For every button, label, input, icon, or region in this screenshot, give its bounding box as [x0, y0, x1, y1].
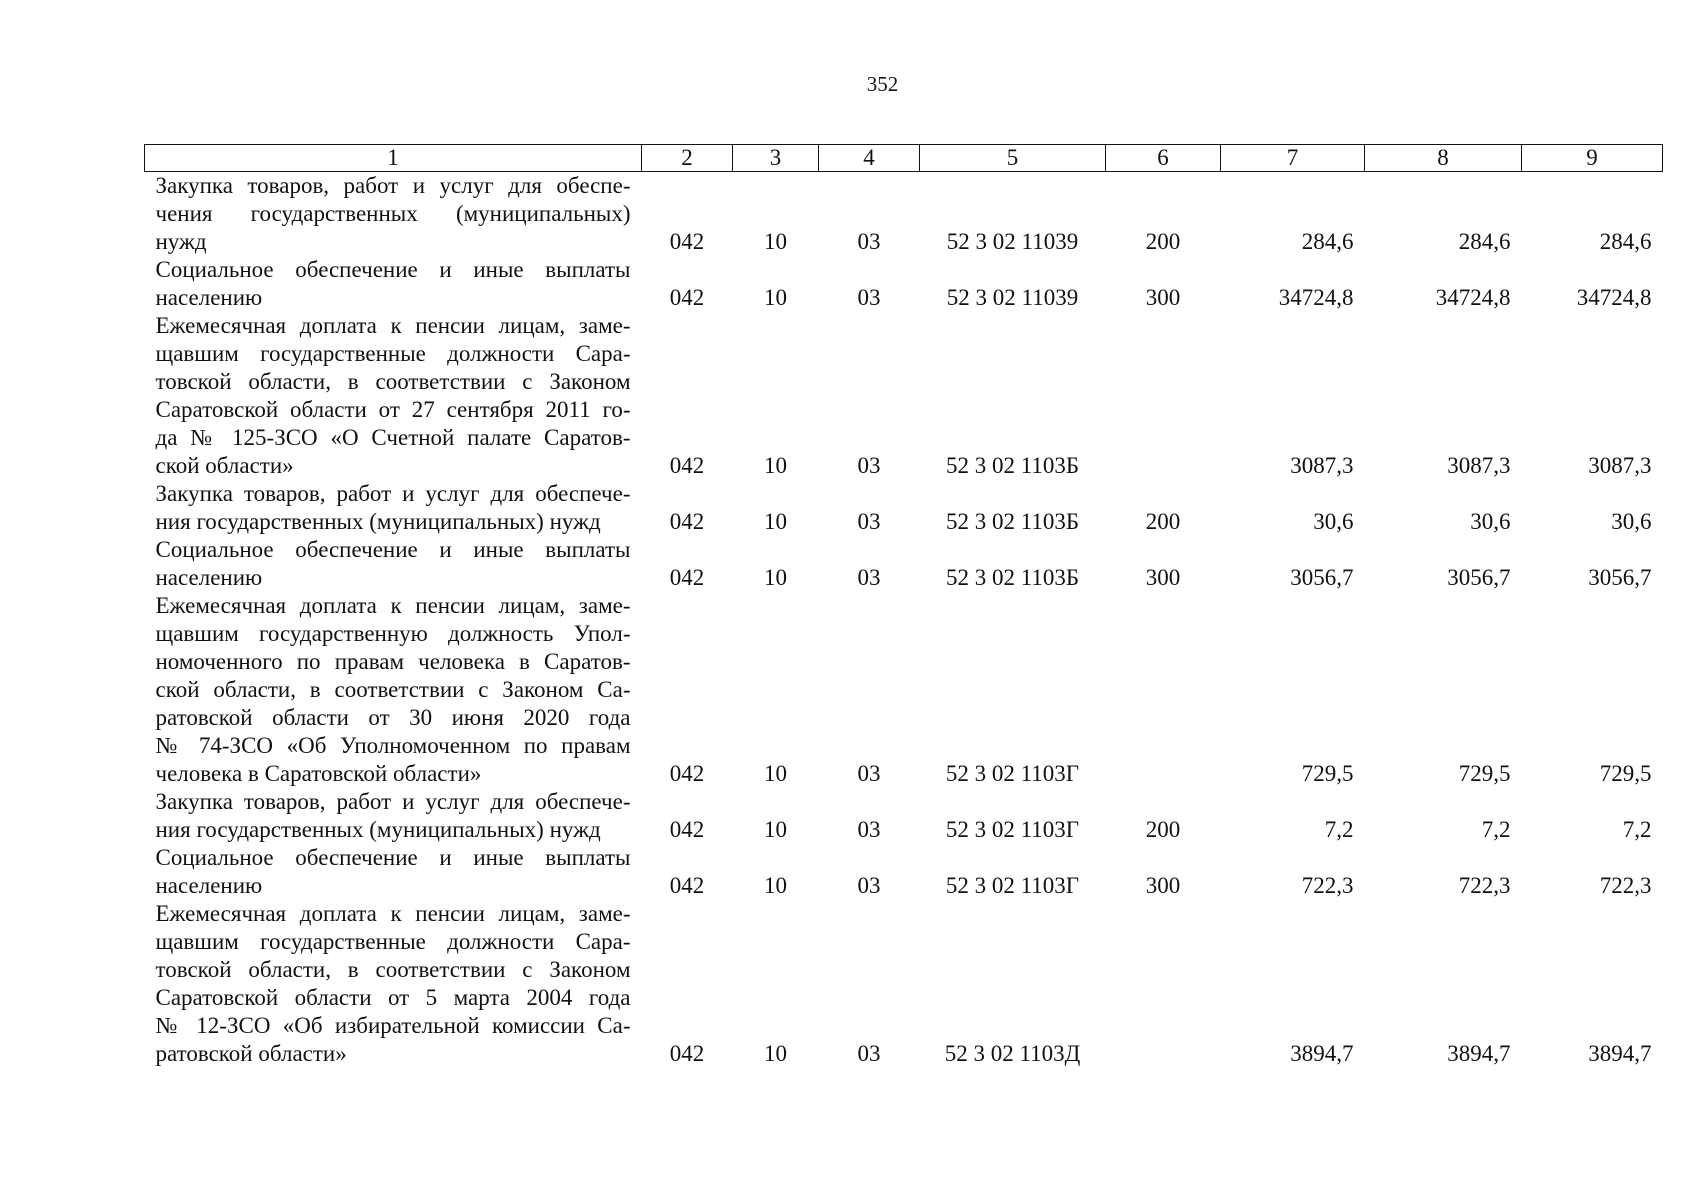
description-line: населению: [155, 565, 263, 590]
description-line: Ежемесячная доплата к пенсии лицам, заме-: [155, 901, 631, 926]
amount-col-7: 722,3: [1301, 873, 1354, 898]
target-article: 52 3 02 1103Б: [945, 565, 1080, 590]
description-line: нужд: [155, 229, 207, 254]
amount-col-8: 34724,8: [1435, 285, 1511, 310]
description-line: Саратовской области от 5 марта 2004 года: [155, 985, 631, 1010]
table-row: [145, 480, 1663, 536]
subsection-code: 03: [857, 1041, 881, 1066]
amount-col-7: 34724,8: [1278, 285, 1354, 310]
amount-col-7: 30,6: [1313, 509, 1354, 534]
column-header-9: 9: [1522, 145, 1663, 172]
ministry-code: 042: [669, 285, 705, 310]
subsection-code: 03: [857, 761, 881, 786]
description-line: Саратовской области от 27 сентября 2011 го-: [155, 397, 631, 422]
column-header-7: 7: [1221, 145, 1365, 172]
section-code: 10: [764, 453, 787, 478]
expense-type: 200: [1145, 229, 1181, 254]
subsection-code: 03: [857, 229, 881, 254]
description-line: Ежемесячная доплата к пенсии лицам, заме-: [155, 593, 631, 618]
expense-type: 200: [1145, 817, 1181, 842]
subsection-code: 03: [857, 285, 881, 310]
table-row: [145, 592, 1663, 788]
section-code: 10: [764, 817, 787, 842]
subsection-code: 03: [857, 817, 881, 842]
ministry-code: 042: [669, 229, 705, 254]
description-line: Социальное обеспечение и иные выплаты: [155, 257, 631, 282]
description-line: ратовской области»: [155, 1041, 347, 1066]
description-line: населению: [155, 285, 263, 310]
target-article: 52 3 02 1103Г: [945, 761, 1080, 786]
amount-col-9: 34724,8: [1576, 285, 1652, 310]
amount-col-7: 3894,7: [1290, 1041, 1354, 1066]
amount-col-9: 729,5: [1599, 761, 1652, 786]
description-line: ской области»: [155, 453, 294, 478]
row-description: [145, 844, 642, 900]
ministry-code: 042: [669, 1041, 705, 1066]
description-line: ния государственных (муниципальных) нужд: [155, 817, 601, 842]
description-line: ской области, в соответствии с Законом Са-: [155, 677, 631, 702]
column-header-2: 2: [642, 145, 733, 172]
page-number: 352: [866, 72, 899, 96]
section-code: 10: [764, 873, 787, 898]
description-line: населению: [155, 873, 263, 898]
description-line: Закупка товаров, работ и услуг для обеспече-: [155, 481, 631, 506]
amount-col-9: 30,6: [1611, 509, 1652, 534]
target-article: 52 3 02 1103Г: [945, 817, 1080, 842]
expense-type: 300: [1145, 873, 1181, 898]
amount-col-7: 284,6: [1301, 229, 1354, 254]
amount-col-7: 3087,3: [1290, 453, 1354, 478]
description-line: товской области, в соответствии с Законом: [155, 369, 631, 394]
amount-col-8: 722,3: [1458, 873, 1511, 898]
table-row: [145, 256, 1663, 312]
amount-col-7: 729,5: [1301, 761, 1354, 786]
subsection-code: 03: [857, 453, 881, 478]
section-code: 10: [764, 761, 787, 786]
expense-type: 300: [1145, 285, 1181, 310]
description-line: номоченного по правам человека в Саратов-: [155, 649, 631, 674]
subsection-code: 03: [857, 509, 881, 534]
amount-col-8: 729,5: [1458, 761, 1511, 786]
section-code: 10: [764, 509, 787, 534]
table-body: [145, 172, 1663, 1069]
amount-col-8: 30,6: [1470, 509, 1511, 534]
table-row: [145, 788, 1663, 844]
target-article: 52 3 02 11039: [946, 229, 1079, 254]
row-description: [145, 172, 642, 257]
description-line: № 74-ЗСО «Об Уполномоченном по правам: [155, 733, 631, 758]
target-article: 52 3 02 1103Б: [945, 509, 1080, 534]
column-header-8: 8: [1365, 145, 1522, 172]
description-line: № 12-ЗСО «Об избирательной комиссии Са-: [155, 1013, 631, 1038]
description-line: да № 125-ЗСО «О Счетной палате Саратов-: [155, 425, 631, 450]
column-header-4: 4: [819, 145, 920, 172]
description-line: товской области, в соответствии с Законом: [155, 957, 631, 982]
description-line: щавшим государственные должности Сара-: [155, 929, 631, 954]
expense-type: [1106, 312, 1221, 480]
description-line: Закупка товаров, работ и услуг для обеспече-: [155, 789, 631, 814]
expense-type: [1106, 900, 1221, 1068]
row-description: [145, 312, 642, 480]
row-description: [145, 592, 642, 788]
description-line: ния государственных (муниципальных) нужд: [155, 509, 601, 534]
expense-type: 300: [1145, 565, 1181, 590]
section-code: 10: [764, 229, 787, 254]
target-article: 52 3 02 11039: [946, 285, 1079, 310]
column-header-6: 6: [1106, 145, 1221, 172]
description-line: Закупка товаров, работ и услуг для обеспе-: [155, 173, 631, 198]
header-row: [145, 145, 1663, 172]
expense-type: [1106, 592, 1221, 788]
ministry-code: 042: [669, 453, 705, 478]
table-row: [145, 172, 1663, 257]
description-line: Социальное обеспечение и иные выплаты: [155, 537, 631, 562]
amount-col-9: 3894,7: [1588, 1041, 1652, 1066]
amount-col-8: 284,6: [1458, 229, 1511, 254]
description-line: щавшим государственные должности Сара-: [155, 341, 631, 366]
amount-col-9: 3056,7: [1588, 565, 1652, 590]
row-description: [145, 900, 642, 1068]
target-article: 52 3 02 1103Г: [945, 873, 1080, 898]
amount-col-7: 7,2: [1324, 817, 1354, 842]
section-code: 10: [764, 1041, 787, 1066]
table-row: [145, 312, 1663, 480]
target-article: 52 3 02 1103Д: [944, 1041, 1081, 1066]
description-line: чения государственных (муниципальных): [155, 201, 631, 226]
description-line: Социальное обеспечение и иные выплаты: [155, 845, 631, 870]
ministry-code: 042: [669, 565, 705, 590]
description-line: человека в Саратовской области»: [155, 761, 482, 786]
column-header-3: 3: [733, 145, 819, 172]
table-row: [145, 844, 1663, 900]
subsection-code: 03: [857, 873, 881, 898]
row-description: [145, 480, 642, 536]
section-code: 10: [764, 565, 787, 590]
description-line: Ежемесячная доплата к пенсии лицам, заме-: [155, 313, 631, 338]
amount-col-8: 3894,7: [1447, 1041, 1511, 1066]
ministry-code: 042: [669, 509, 705, 534]
column-header-1: 1: [145, 145, 642, 172]
ministry-code: 042: [669, 873, 705, 898]
amount-col-8: 3087,3: [1447, 453, 1511, 478]
amount-col-9: 722,3: [1599, 873, 1652, 898]
row-description: [145, 256, 642, 312]
expense-type: 200: [1145, 509, 1181, 534]
table-row: [145, 536, 1663, 592]
amount-col-9: 7,2: [1622, 817, 1652, 842]
amount-col-7: 3056,7: [1290, 565, 1354, 590]
amount-col-8: 3056,7: [1447, 565, 1511, 590]
amount-col-8: 7,2: [1481, 817, 1511, 842]
target-article: 52 3 02 1103Б: [945, 453, 1080, 478]
amount-col-9: 3087,3: [1588, 453, 1652, 478]
description-line: ратовской области от 30 июня 2020 года: [155, 705, 631, 730]
table-row: [145, 900, 1663, 1068]
row-description: [145, 788, 642, 844]
budget-table: [144, 144, 1663, 1068]
column-header-5: 5: [920, 145, 1106, 172]
ministry-code: 042: [669, 817, 705, 842]
description-line: щавшим государственную должность Упол-: [155, 621, 631, 646]
subsection-code: 03: [857, 565, 881, 590]
section-code: 10: [764, 285, 787, 310]
amount-col-9: 284,6: [1599, 229, 1652, 254]
ministry-code: 042: [669, 761, 705, 786]
row-description: [145, 536, 642, 592]
